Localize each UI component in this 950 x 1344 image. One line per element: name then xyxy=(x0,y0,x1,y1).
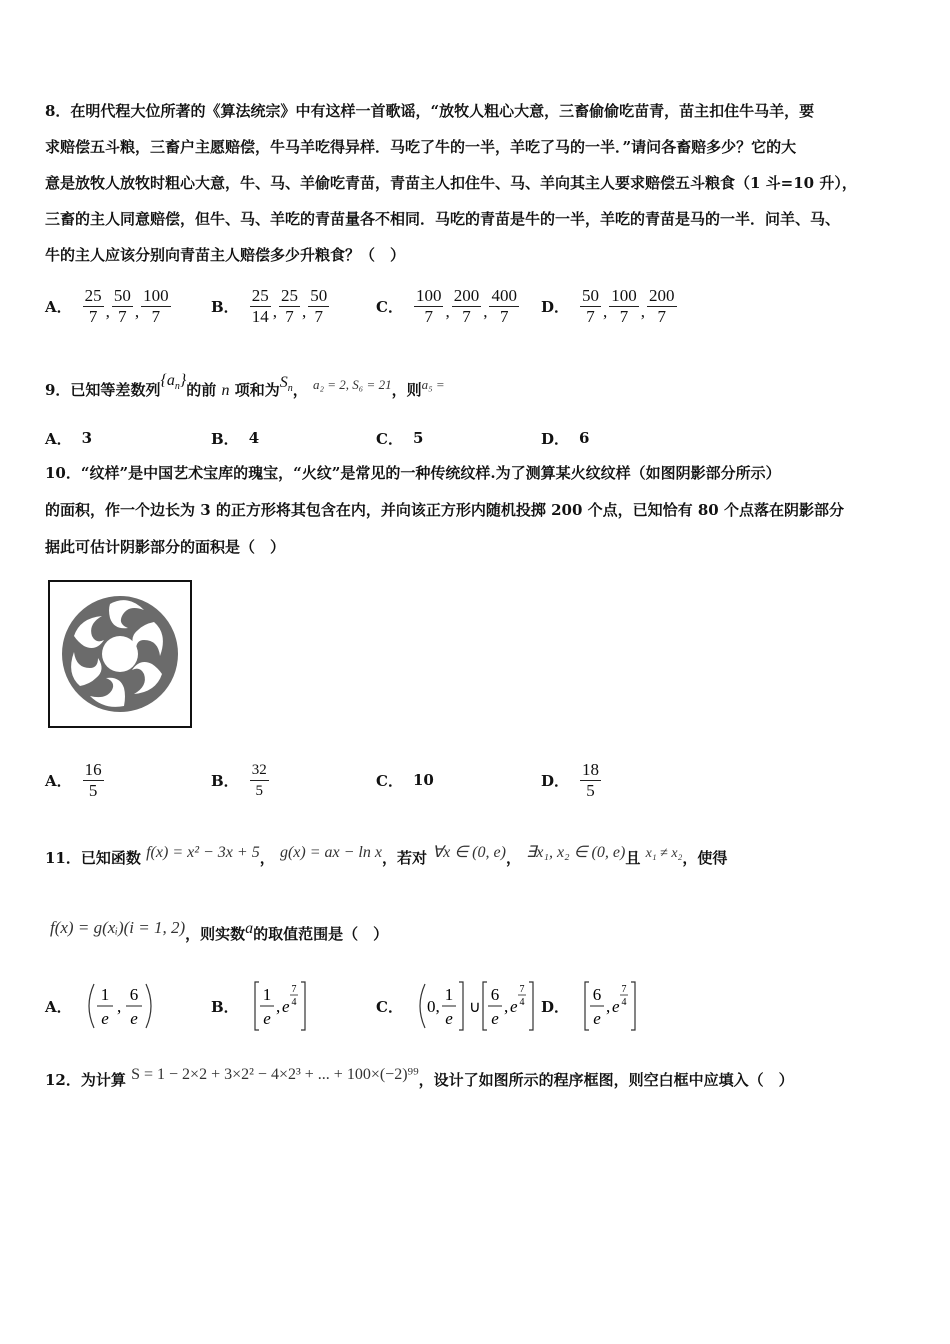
q10-option-d[interactable]: D． $\frac{18}{5}$ xyxy=(541,759,600,800)
pattern-center xyxy=(102,636,138,672)
q11-g-def: g(x) = ax − ln x xyxy=(279,844,382,861)
svg-text:e: e xyxy=(612,997,620,1016)
q8-option-c[interactable]: C． $\frac{100}{7}$ , $\frac{200}{7}$ , $\frac{400}{7}$ xyxy=(376,285,517,326)
q8-option-b[interactable]: B． $\frac{25}{14}$ , $\frac{25}{7}$ , $\frac{50}{7}$ xyxy=(211,285,328,326)
fraction: $\frac{200}{7}$ xyxy=(649,285,675,326)
q11-option-a[interactable]: A． 1 e , 6 e xyxy=(45,978,172,1034)
q11-forall: ∀x ∈ (0, e) xyxy=(432,844,506,861)
question-10 xyxy=(45,455,915,566)
svg-text:,: , xyxy=(275,997,280,1016)
svg-text:4: 4 xyxy=(291,997,297,1008)
q8-option-a[interactable]: A． $\frac{25}{7}$ , $\frac{50}{7}$ , $\frac{100}{7}$ xyxy=(45,285,169,326)
svg-text:e: e xyxy=(509,997,518,1016)
fraction: $\frac{25}{14}$ xyxy=(251,285,269,326)
q11-option-c[interactable]: C． 0, 1 e ∪ 6 e , e 7 4 xyxy=(376,978,573,1034)
q10-option-c[interactable]: C． 10 xyxy=(376,771,434,790)
svg-text:e: e xyxy=(445,1009,453,1028)
q10-option-a[interactable]: A． $\frac{16}{5}$ xyxy=(45,759,102,800)
q11-option-d[interactable]: D． 6 e , e 7 4 xyxy=(541,978,669,1034)
fraction: $\frac{50}{7}$ xyxy=(310,285,328,326)
q8-line-3: 意是放牧人放牧时粗心大意，牛、马、羊偷吃青苗，青苗主人扣住牛、马、羊向其主人要求赔偿五斗粮食（1 斗=10 升）， xyxy=(45,174,857,192)
svg-text:6: 6 xyxy=(592,985,602,1004)
q9-option-a[interactable]: A． 3 xyxy=(45,429,93,448)
q9-condition: a₂ = 2, S₆ = 21 xyxy=(313,377,392,392)
question-8 xyxy=(45,93,915,273)
svg-text:7: 7 xyxy=(519,984,525,995)
q11-option-b-formula xyxy=(249,978,339,1034)
q9-stem: 9．已知等差数列$\{a_n\}$的前 n 项和为$S_n$， a₂ = 2, S₆ = 21，则a₅ = xyxy=(45,372,445,399)
svg-text:e: e xyxy=(100,1009,109,1028)
q10-line-1: 10．“纹样”是中国艺术宝库的瑰宝，“火纹”是常见的一种传统纹样.为了测算某火纹纹样（如图阴影部分所示） xyxy=(45,464,781,482)
q8-line-2: 求赔偿五斗粮，三畜户主愿赔偿，牛马羊吃得异样．马吃了牛的一半，羊吃了马的一半．”请问各畜赔多少？它的大 xyxy=(45,138,797,156)
q8-line-4: 三畜的主人同意赔偿，但牛、马、羊吃的青苗量各不相同．马吃的青苗是牛的一半，羊吃的青苗是马的一半．问羊、马、 xyxy=(45,210,841,228)
fraction: $\frac{100}{7}$ xyxy=(415,285,442,326)
q9-ask: a₅ = xyxy=(421,377,445,392)
q8-line-1: 8．在明代程大位所著的《算法统宗》中有这样一首歌谣，“放牧人粗心大意，三畜偷偷吃苗青，苗主扣住牛马羊，要 xyxy=(45,102,815,120)
svg-text:,: , xyxy=(606,997,611,1016)
q11-option-d-formula xyxy=(579,978,669,1034)
sequence-symbol: $\{a_n\}$ xyxy=(160,372,187,393)
svg-text:7: 7 xyxy=(621,984,627,995)
svg-text:∪: ∪ xyxy=(468,999,481,1016)
fire-pattern-icon xyxy=(50,582,190,726)
sum-symbol: $S_n$ xyxy=(279,374,293,395)
question-11 xyxy=(45,840,915,953)
fraction: $\frac{100}{7}$ xyxy=(611,285,637,326)
q9-option-b[interactable]: B． 4 xyxy=(211,429,260,448)
q9-option-c[interactable]: C． 5 xyxy=(376,429,424,448)
fraction: $\frac{16}{5}$ xyxy=(84,759,102,800)
svg-text:6: 6 xyxy=(490,985,500,1004)
svg-text:1: 1 xyxy=(100,985,109,1004)
fraction: $\frac{32}{5}$ xyxy=(251,761,267,799)
svg-text:0,: 0, xyxy=(426,997,440,1016)
svg-text:4: 4 xyxy=(519,997,525,1008)
q11-equation: f(x) = g(xᵢ)(i = 1, 2) xyxy=(50,918,186,937)
fraction: $\frac{25}{7}$ xyxy=(280,285,298,326)
q12-formula: S = 1 − 2×2 + 3×2² − 4×2³ + ... + 100×(−2)⁹⁹ xyxy=(131,1066,419,1083)
q11-stem-line-1: 11．已知函数 f(x) = x² − 3x + 5， g(x) = ax − ln x，若对 ∀x ∈ (0, e)， ∃x₁, x₂ ∈ (0, e)且 x₁ ≠ x₂，使得 xyxy=(45,844,728,867)
fraction: $\frac{50}{7}$ xyxy=(113,285,131,326)
fraction: $\frac{400}{7}$ xyxy=(491,285,517,326)
fire-pattern-figure xyxy=(48,580,192,728)
svg-text:e: e xyxy=(129,1009,138,1028)
q11-stem-line-2: f(x) = g(xᵢ)(i = 1, 2)，则实数a的取值范围是（ ） xyxy=(50,918,389,943)
q12-stem: 12．为计算 S = 1 − 2×2 + 3×2² − 4×2³ + ... + 100×(−2)⁹⁹，设计了如图所示的程序框图，则空白框中应填入（ ） xyxy=(45,1066,794,1089)
q10-line-3: 据此可估计阴影部分的面积是（ ） xyxy=(45,538,286,556)
svg-text:e: e xyxy=(281,997,290,1016)
q9-option-d[interactable]: D． 6 xyxy=(541,429,590,448)
fraction: $\frac{50}{7}$ xyxy=(582,285,600,326)
fraction: $\frac{100}{7}$ xyxy=(143,285,169,326)
fraction: $\frac{18}{5}$ xyxy=(582,759,600,800)
q10-option-b[interactable]: B． $\frac{32}{5}$ xyxy=(211,761,267,799)
q11-f-def: f(x) = x² − 3x + 5 xyxy=(146,844,260,861)
question-9 xyxy=(45,372,915,415)
question-12 xyxy=(45,1062,915,1099)
svg-text:e: e xyxy=(491,1009,499,1028)
svg-text:1: 1 xyxy=(444,985,454,1004)
svg-text:e: e xyxy=(262,1009,271,1028)
q8-line-5: 牛的主人应该分别向青苗主人赔偿多少升粮食？（ ） xyxy=(45,246,406,264)
svg-text:1: 1 xyxy=(262,985,271,1004)
svg-text:,: , xyxy=(503,997,509,1016)
q8-option-d[interactable]: D． $\frac{50}{7}$ , $\frac{100}{7}$ , $\frac{200}{7}$ xyxy=(541,285,675,326)
svg-text:e: e xyxy=(593,1009,601,1028)
q11-exists: ∃x₁, x₂ ∈ (0, e) xyxy=(526,844,626,861)
fraction: $\frac{200}{7}$ xyxy=(453,285,480,326)
svg-text:,: , xyxy=(116,997,121,1016)
svg-text:4: 4 xyxy=(621,997,627,1008)
svg-text:6: 6 xyxy=(129,985,138,1004)
q11-option-b[interactable]: B． 1 e , e 7 4 xyxy=(211,978,339,1034)
fraction: $\frac{25}{7}$ xyxy=(84,285,102,326)
q11-neq: x₁ ≠ x₂ xyxy=(645,846,683,861)
q11-option-a-formula xyxy=(82,978,172,1034)
q10-line-2: 的面积，作一个边长为 3 的正方形将其包含在内，并向该正方形内随机投掷 200 个点，已知恰有 80 个点落在阴影部分 xyxy=(45,501,844,519)
svg-text:7: 7 xyxy=(291,984,297,995)
